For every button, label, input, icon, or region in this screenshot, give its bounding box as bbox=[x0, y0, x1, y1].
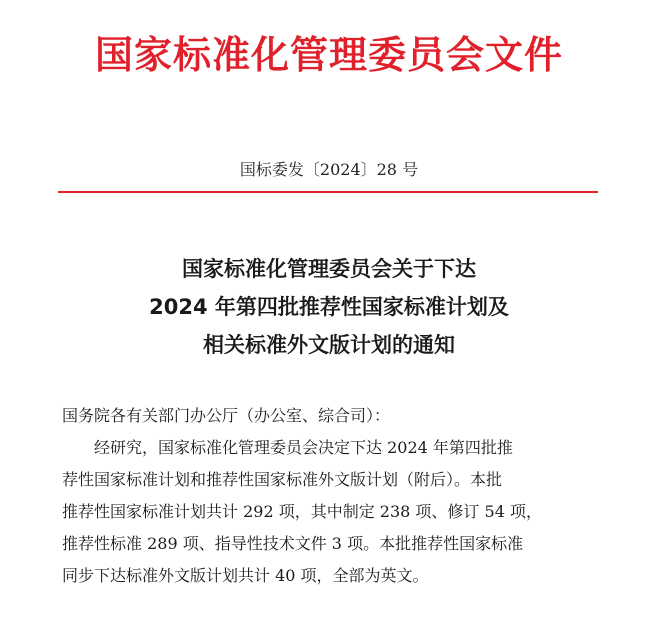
notice-title-line: 2024 年第四批推荐性国家标准计划及 bbox=[149, 295, 509, 319]
paragraph-line: 推荐性国家标准计划共计 292 项，其中制定 238 项、修订 54 项， bbox=[62, 502, 542, 521]
notice-title-line: 相关标准外文版计划的通知 bbox=[203, 333, 455, 357]
notice-title-line: 国家标准化管理委员会关于下达 bbox=[182, 257, 476, 281]
paragraph-line: 荐性国家标准计划和推荐性国家标准外文版计划（附后）。本批 bbox=[62, 470, 503, 489]
notice-title bbox=[0, 250, 658, 364]
document-body bbox=[62, 400, 602, 592]
document-issuer-title: 国家标准化管理委员会文件 bbox=[94, 33, 563, 77]
red-separator-line bbox=[58, 191, 598, 193]
addressee-line: 国务院各有关部门办公厅（办公室、综合司）： bbox=[62, 406, 391, 425]
paragraph-line: 推荐性标准 289 项、指导性技术文件 3 项。本批推荐性国家标准 bbox=[62, 534, 524, 553]
paragraph-line: 经研究，国家标准化管理委员会决定下达 2024 年第四批推 bbox=[94, 438, 513, 457]
paragraph-line: 同步下达标准外文版计划共计 40 项，全部为英文。 bbox=[62, 566, 429, 585]
document-number: 国标委发〔2024〕28 号 bbox=[239, 160, 419, 179]
